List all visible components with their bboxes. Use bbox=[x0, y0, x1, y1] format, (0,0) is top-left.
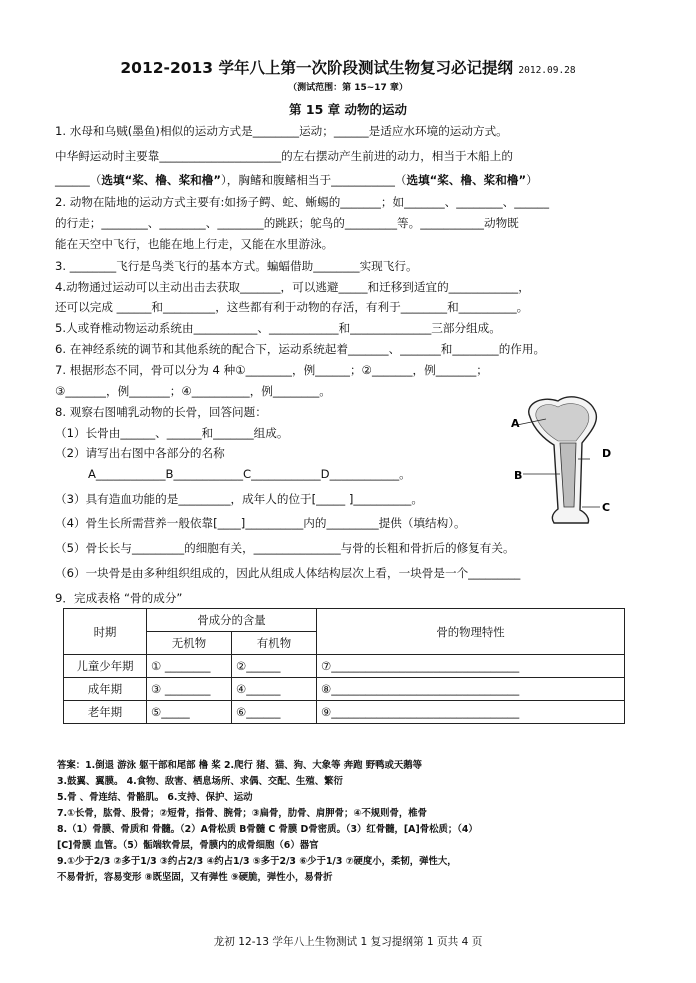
header-inorganic: 无机物 bbox=[147, 632, 232, 655]
question-8-6: （6）一块骨是由多种组织组成的，因此从组成人体结构层次上看，一块骨是一个_________ bbox=[55, 566, 521, 580]
cell-period: 老年期 bbox=[64, 701, 147, 724]
question-7-line-2: ③_______，例_______；④__________，例________。 bbox=[55, 384, 331, 398]
cell-organic: ②______ bbox=[232, 655, 317, 678]
cell-organic: ⑥______ bbox=[232, 701, 317, 724]
question-6: 6. 在神经系统的调节和其他系统的配合下，运动系统起着_______、_______和________的作用。 bbox=[55, 342, 546, 356]
question-8-2-blanks: A____________B____________C____________D____________。 bbox=[88, 467, 411, 481]
q1-hint-2: 选填“桨、橹、桨和橹” bbox=[406, 173, 527, 187]
question-8: 8. 观察右图哺乳动物的长骨，回答问题： bbox=[55, 405, 267, 419]
question-8-4: （4）骨生长所需营养一般依靠[____]__________内的_________提供（填结构）。 bbox=[55, 516, 466, 530]
table-row bbox=[64, 678, 625, 701]
question-4-line-2: 还可以完成 ______和_________，这些都有利于动物的存活，有利于________和__________。 bbox=[55, 300, 529, 314]
cell-period: 成年期 bbox=[64, 678, 147, 701]
question-9: 9．完成表格 “骨的成分” bbox=[55, 591, 183, 605]
diagram-label-d: D bbox=[602, 447, 612, 460]
diagram-label-c: C bbox=[602, 501, 611, 514]
question-7-line-1: 7. 根据形态不同，骨可以分为 4 种①________，例______；②_______，例_______； bbox=[55, 363, 488, 377]
question-8-1: （1）长骨由______、______和_______组成。 bbox=[55, 426, 289, 440]
q1-text-c: ） bbox=[526, 173, 538, 187]
diagram-label-b: B bbox=[514, 469, 523, 482]
answer-line-4: 7.①长骨，肱骨、股骨；②短骨，指骨、腕骨；③扁骨，肋骨、肩胛骨；④不规则骨，椎骨 bbox=[57, 808, 427, 819]
bone-composition-table bbox=[63, 608, 625, 724]
question-2-line-2: 的行走；________、________、________的跳跃；鸵鸟的_________等。___________动物既 bbox=[55, 216, 519, 230]
question-1-line-3 bbox=[55, 172, 538, 188]
header-content: 骨成分的含量 bbox=[147, 609, 317, 632]
cell-property: ⑧_________________________________ bbox=[317, 678, 625, 701]
question-1-line-2: 中华鲟运动时主要靠_____________________的左右摆动产生前进的动力，相当于木船上的 bbox=[55, 149, 513, 163]
answer-line-2: 3.鼓翼、翼膜。 4.食物、敌害、栖息场所、求偶、交配、生殖、繁衍 bbox=[57, 776, 343, 787]
header-organic: 有机物 bbox=[232, 632, 317, 655]
answer-line-8: 不易骨折，容易变形 ⑧既坚固，又有弹性 ⑨硬脆，弹性小，易骨折 bbox=[57, 872, 333, 883]
answer-line-6: [C]骨膜 血管。（5）骺端软骨层，骨膜内的成骨细胞（6）器官 bbox=[57, 840, 319, 851]
table-row bbox=[64, 701, 625, 724]
header-period: 时期 bbox=[64, 609, 147, 655]
cell-property: ⑨_________________________________ bbox=[317, 701, 625, 724]
answer-line-3: 5.骨 、骨连结、骨骼肌。 6.支持、保护、运动 bbox=[57, 792, 253, 803]
q1-hint-1: 选填“桨、橹、桨和橹” bbox=[101, 173, 221, 187]
page-title bbox=[0, 56, 696, 78]
question-5: 5.人或脊椎动物运动系统由___________、____________和______________三部分组成。 bbox=[55, 321, 501, 335]
answer-line-5: 8.（1）骨膜、骨质和 骨髓。（2）A骨松质 B骨髓 C 骨膜 D骨密质。（3）红骨髓，[A]骨松质；（4） bbox=[57, 824, 478, 835]
diagram-label-a: A bbox=[511, 417, 520, 430]
long-bone-diagram bbox=[510, 395, 630, 525]
table-row bbox=[64, 655, 625, 678]
answer-line-7: 9.①少于2/3 ②多于1/3 ③约占2/3 ④约占1/3 ⑤多于2/3 ⑥少于1/3 ⑦硬度小，柔韧，弹性大， bbox=[57, 856, 457, 867]
table-header-row bbox=[64, 609, 625, 632]
question-2-line-1: 2. 动物在陆地的运动方式主要有:如扬子鳄、蛇、蜥蜴的_______；如_______、________、______ bbox=[55, 195, 549, 209]
question-8-5: （5）骨长长与_________的细胞有关，_______________与骨的长粗和骨折后的修复有关。 bbox=[55, 541, 515, 555]
question-8-2: （2）请写出右图中各部分的名称 bbox=[55, 446, 225, 460]
question-4-line-1: 4.动物通过运动可以主动出击去获取_______，可以逃避_____和迁移到适宜的____________， bbox=[55, 280, 530, 294]
chapter-heading: 第 15 章 动物的运动 bbox=[289, 102, 407, 117]
title-text: 2012-2013 学年八上第一次阶段测试生物复习必记提纲 bbox=[120, 59, 513, 77]
cell-inorganic: ③ ________ bbox=[147, 678, 232, 701]
q1-text-b: ），胸鳍和腹鳍相当于___________（ bbox=[220, 173, 407, 187]
cell-inorganic: ① ________ bbox=[147, 655, 232, 678]
question-2-line-3: 能在天空中飞行，也能在地上行走，又能在水里游泳。 bbox=[55, 237, 334, 251]
cell-property: ⑦_________________________________ bbox=[317, 655, 625, 678]
header-property: 骨的物理特性 bbox=[317, 609, 625, 655]
question-3: 3. ________飞行是鸟类飞行的基本方式。蝙蝠借助________实现飞行。 bbox=[55, 259, 418, 273]
page-footer: 龙初 12-13 学年八上生物测试 1 复习提纲第 1 页共 4 页 bbox=[213, 936, 483, 948]
cell-inorganic: ⑤_____ bbox=[147, 701, 232, 724]
cell-period: 儿童少年期 bbox=[64, 655, 147, 678]
q1-text-a: ______（ bbox=[55, 173, 102, 187]
title-date: 2012.09.28 bbox=[518, 65, 576, 76]
cell-organic: ④______ bbox=[232, 678, 317, 701]
question-1-line-1: 1. 水母和乌贼(墨鱼)相似的运动方式是________运动；______是适应水环境的运动方式。 bbox=[55, 124, 508, 138]
answer-line-1: 答案：1.倒退 游泳 躯干部和尾部 橹 桨 2.爬行 猪、猫、狗、大象等 奔跑 野鸭或天鹅等 bbox=[57, 760, 423, 771]
test-scope: （测试范围：第 15~17 章） bbox=[288, 83, 408, 93]
question-8-3: （3）具有造血功能的是_________，成年人的位于[_____ ]__________。 bbox=[55, 492, 423, 506]
